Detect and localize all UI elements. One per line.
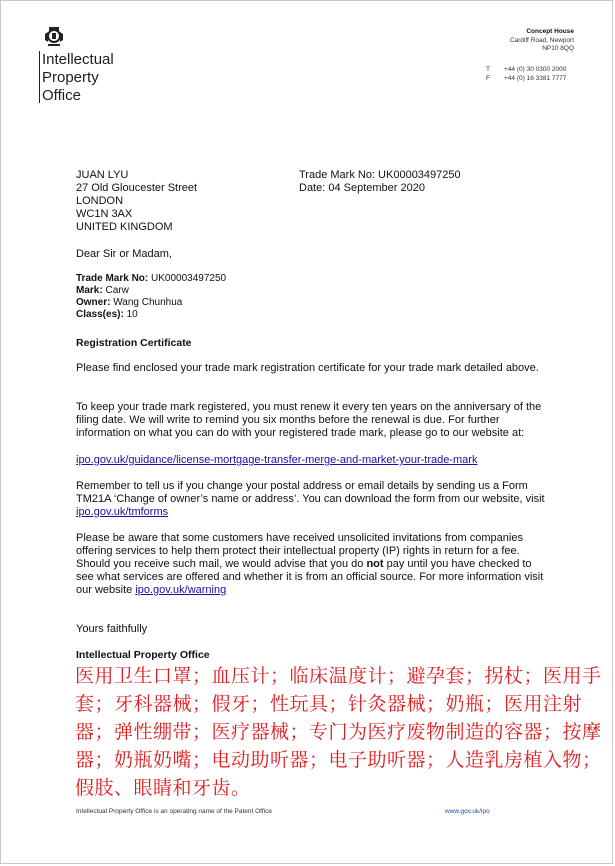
guidance-link-row [76, 454, 546, 467]
footer-note: Intellectual Property Office is an operating name of the Patent Office [76, 808, 272, 815]
paragraph-address-change [76, 480, 546, 519]
recipient-line: 27 Old Gloucester Street [76, 182, 198, 194]
trade-mark-number: Trade Mark No: UK00003497250 [299, 169, 461, 181]
logo-line-3: Office [42, 87, 81, 104]
detail-label: Owner: [76, 297, 111, 308]
closing: Yours faithfully [76, 623, 148, 635]
paragraph-renewal: To keep your trade mark registered, you must renew it every ten years on the anniversary of the filing date. We will write to remind you six months before the renewal is due. For further information on what you can do with your registered trade mark, please go to our website at: [76, 401, 542, 439]
sender-address-line: Concept House [526, 28, 574, 35]
letter-date: Date: 04 September 2020 [299, 182, 425, 194]
detail-label: Trade Mark No: [76, 273, 149, 284]
tmforms-link[interactable]: ipo.gov.uk/tmforms [76, 506, 169, 518]
detail-label: Mark: [76, 285, 103, 296]
sender-address-line: NP10 8QQ [542, 45, 574, 52]
fax-number: +44 (0) 16 3381 7777 [504, 74, 567, 82]
logo-line-1: Intellectual [42, 51, 114, 68]
detail-value: UK00003497250 [148, 273, 227, 284]
emphasis-not: not [366, 558, 384, 570]
detail-label: Class(es): [76, 309, 124, 320]
guidance-link[interactable]: ipo.gov.uk/guidance/license-mortgage-transfer-merge-and-market-your-trade-mark [76, 454, 478, 466]
phone-number: +44 (0) 30 0300 2000 [504, 66, 567, 73]
signature: Intellectual Property Office [76, 649, 210, 661]
paragraph-certificate: Please find enclosed your trade mark registration certificate for your trade mark detailed above. [76, 362, 539, 374]
royal-crest-icon [42, 24, 66, 48]
logo-divider [39, 51, 40, 103]
letter-references [299, 169, 461, 195]
logo-line-2: Property [42, 69, 99, 86]
sender-address-line: Cardiff Road, Newport [509, 36, 574, 44]
paragraph-text: pay until you have checked to see what services are offered and whether it is from an official source. For more information visit our website [76, 558, 544, 596]
registration-title: Registration Certificate [76, 337, 192, 349]
salutation: Dear Sir or Madam, [76, 248, 172, 260]
paragraph-text: Please be aware that some customers have received unsolicited invitations from companies offering services to help them protect their intellectual property (IP) rights in return for a fee. Should you receive such mail, we would advise that you do [76, 532, 523, 570]
contact-label: T [486, 66, 490, 73]
paragraph-text: Remember to tell us if you change your postal address or email details by sending us a Form TM21A ‘Change of owner’s name or address’. You can download the form from our website, visit [76, 480, 545, 505]
detail-value: Wang Chunhua [110, 297, 183, 308]
recipient-line: JUAN LYU [76, 169, 129, 181]
warning-link[interactable]: ipo.gov.uk/warning [135, 584, 227, 596]
paragraph-warning [76, 532, 546, 597]
recipient-line: LONDON [76, 195, 124, 207]
recipient-line: UNITED KINGDOM [76, 221, 173, 233]
sender-address [510, 28, 574, 54]
detail-value: 10 [123, 309, 138, 320]
contact-label: F [486, 74, 490, 82]
recipient-address [76, 169, 197, 234]
contact-numbers [486, 66, 566, 83]
detail-value: Carw [102, 285, 129, 296]
chinese-goods-annotation: 医用卫生口罩；血压计；临床温度计；避孕套；拐杖；医用手套；牙科器械；假牙；性玩具；针灸器械；奶瓶；医用注射器；弹性绷带；医疗器械；专门为医疗废物制造的容器；按摩器；奶瓶奶嘴；电动助听器；电子助听器；人造乳房植入物；假肢、眼睛和牙齿。 [75, 665, 602, 799]
footer-website-link[interactable]: www.gov.uk/ipo [445, 808, 490, 815]
trade-mark-details [76, 273, 546, 321]
recipient-line: WC1N 3AX [76, 208, 133, 220]
ipo-logo [42, 51, 114, 105]
